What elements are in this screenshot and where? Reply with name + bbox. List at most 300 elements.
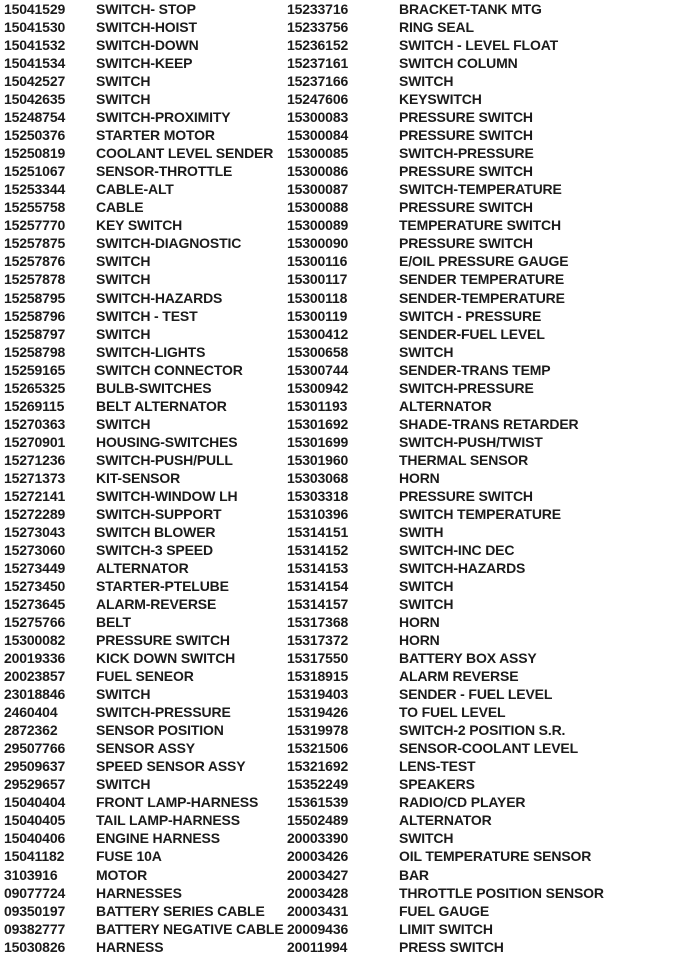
part-description-cell: KEY SWITCH	[96, 217, 183, 234]
part-description-cell: SENDER-TRANS TEMP	[399, 361, 551, 378]
part-row	[287, 54, 697, 72]
part-description-cell: SWITCH	[399, 830, 454, 847]
part-row	[4, 757, 282, 775]
part-description-cell: ALTERNATOR	[96, 559, 189, 576]
part-description-cell: SENSOR-COOLANT LEVEL	[399, 740, 579, 757]
part-number-cell: 15300412	[287, 325, 349, 342]
part-description-cell: BATTERY BOX ASSY	[399, 650, 537, 667]
part-number-cell: 20003428	[287, 884, 349, 901]
part-number-cell: 15248754	[4, 109, 66, 126]
part-number-cell: 15257876	[4, 253, 66, 270]
part-description-cell: BAR	[399, 866, 429, 883]
part-description-cell: ALTERNATOR	[399, 397, 492, 414]
part-number-cell: 09350197	[4, 902, 66, 919]
part-description-cell: SENDER - FUEL LEVEL	[399, 686, 553, 703]
part-number-cell: 15253344	[4, 181, 66, 198]
part-row	[287, 216, 697, 234]
part-number-cell: 15040404	[4, 794, 66, 811]
part-number-cell: 15258796	[4, 307, 66, 324]
part-number-cell: 15237166	[287, 73, 349, 90]
part-row	[4, 902, 282, 920]
part-number-cell: 15042527	[4, 73, 66, 90]
part-row	[287, 325, 697, 343]
part-description-cell: FUEL GAUGE	[399, 902, 490, 919]
part-description-cell: SWITCH-PUSH/PULL	[96, 451, 233, 468]
part-number-cell: 15273450	[4, 578, 66, 595]
part-row	[4, 270, 282, 288]
part-row	[287, 559, 697, 577]
part-number-cell: 20003431	[287, 902, 349, 919]
part-description-cell: HORN	[399, 469, 440, 486]
part-description-cell: SWITCH COLUMN	[399, 55, 518, 72]
part-row	[4, 415, 282, 433]
part-description-cell: SPEED SENSOR ASSY	[96, 758, 246, 775]
part-number-cell: 15314157	[287, 596, 349, 613]
part-row	[4, 90, 282, 108]
part-description-cell: SWITCH-HAZARDS	[96, 289, 223, 306]
part-row	[287, 811, 697, 829]
part-number-cell: 15041530	[4, 19, 66, 36]
part-row	[287, 920, 697, 938]
part-description-cell: ALARM-REVERSE	[96, 596, 217, 613]
part-description-cell: SWITCH-2 POSITION S.R.	[399, 722, 566, 739]
part-number-cell: 15352249	[287, 776, 349, 793]
part-row	[287, 613, 697, 631]
part-row	[287, 234, 697, 252]
part-description-cell: SWITCH	[96, 253, 151, 270]
part-description-cell: SWITCH	[96, 686, 151, 703]
part-description-cell: SENSOR ASSY	[96, 740, 195, 757]
part-row	[4, 649, 282, 667]
part-description-cell: E/OIL PRESSURE GAUGE	[399, 253, 569, 270]
part-number-cell: 15030826	[4, 938, 66, 955]
part-row	[287, 397, 697, 415]
part-number-cell: 15317372	[287, 632, 349, 649]
part-description-cell: SWITCH	[96, 271, 151, 288]
part-description-cell: FUSE 10A	[96, 848, 162, 865]
part-number-cell: 15270363	[4, 415, 66, 432]
part-number-cell: 15314152	[287, 541, 349, 558]
part-description-cell: PRESSURE SWITCH	[399, 487, 533, 504]
part-row	[4, 252, 282, 270]
part-number-cell: 15300658	[287, 343, 349, 360]
part-row	[287, 523, 697, 541]
part-number-cell: 3103916	[4, 866, 58, 883]
part-description-cell: PRESSURE SWITCH	[399, 199, 533, 216]
part-row	[287, 649, 697, 667]
part-number-cell: 15041534	[4, 55, 66, 72]
part-row	[287, 144, 697, 162]
part-row	[287, 126, 697, 144]
part-number-cell: 15321692	[287, 758, 349, 775]
part-row	[4, 433, 282, 451]
part-row	[4, 920, 282, 938]
part-number-cell: 23018846	[4, 686, 66, 703]
part-description-cell: ALTERNATOR	[399, 812, 492, 829]
part-number-cell: 15233756	[287, 19, 349, 36]
part-description-cell: SWITCH-PROXIMITY	[96, 109, 231, 126]
part-description-cell: KIT-SENSOR	[96, 469, 181, 486]
part-description-cell: SWITCH	[96, 415, 151, 432]
part-row	[287, 866, 697, 884]
part-number-cell: 15255758	[4, 199, 66, 216]
part-description-cell: BULB-SWITCHES	[96, 379, 212, 396]
part-number-cell: 15273043	[4, 523, 66, 540]
part-description-cell: KICK DOWN SWITCH	[96, 650, 236, 667]
part-number-cell: 15041182	[4, 848, 65, 865]
part-number-cell: 15236152	[287, 37, 349, 54]
part-description-cell: STARTER MOTOR	[96, 127, 215, 144]
part-description-cell: PRESSURE SWITCH	[399, 235, 533, 252]
part-row	[287, 631, 697, 649]
part-row	[4, 72, 282, 90]
part-number-cell: 15257875	[4, 235, 66, 252]
part-number-cell: 09077724	[4, 884, 66, 901]
part-row	[287, 595, 697, 613]
part-description-cell: LIMIT SWITCH	[399, 920, 493, 937]
part-row	[287, 343, 697, 361]
part-number-cell: 15258798	[4, 343, 66, 360]
part-row	[4, 703, 282, 721]
part-row	[4, 144, 282, 162]
part-row	[4, 721, 282, 739]
part-number-cell: 15269115	[4, 397, 65, 414]
part-row	[4, 198, 282, 216]
parts-column-right	[287, 0, 697, 956]
part-row	[287, 829, 697, 847]
part-number-cell: 15314153	[287, 559, 349, 576]
part-row	[4, 829, 282, 847]
part-number-cell: 15300744	[287, 361, 349, 378]
part-number-cell: 15247606	[287, 91, 349, 108]
part-number-cell: 15314154	[287, 578, 349, 595]
part-description-cell: SENDER TEMPERATURE	[399, 271, 565, 288]
part-number-cell: 15257878	[4, 271, 66, 288]
part-number-cell: 15301692	[287, 415, 349, 432]
part-description-cell: HOUSING-SWITCHES	[96, 433, 238, 450]
part-number-cell: 15317368	[287, 614, 349, 631]
part-number-cell: 15300117	[287, 271, 348, 288]
part-description-cell: SPEAKERS	[399, 776, 475, 793]
part-row	[287, 162, 697, 180]
part-number-cell: 15273645	[4, 596, 66, 613]
part-row	[4, 685, 282, 703]
part-row	[4, 505, 282, 523]
part-number-cell: 15300086	[287, 163, 349, 180]
part-description-cell: SENSOR-THROTTLE	[96, 163, 233, 180]
part-description-cell: SWITCH BLOWER	[96, 523, 216, 540]
part-number-cell: 15300118	[287, 289, 348, 306]
part-row	[287, 180, 697, 198]
part-row	[4, 36, 282, 54]
part-number-cell: 15271373	[4, 469, 66, 486]
part-number-cell: 20009436	[287, 920, 349, 937]
part-row	[4, 469, 282, 487]
part-description-cell: PRESSURE SWITCH	[96, 632, 230, 649]
part-row	[287, 0, 697, 18]
part-number-cell: 15319403	[287, 686, 349, 703]
part-number-cell: 20003390	[287, 830, 349, 847]
part-number-cell: 15272289	[4, 505, 66, 522]
part-row	[4, 0, 282, 18]
part-row	[287, 307, 697, 325]
part-number-cell: 15318915	[287, 668, 349, 685]
part-description-cell: SWITCH-PRESSURE	[399, 379, 534, 396]
part-row	[287, 18, 697, 36]
part-row	[4, 234, 282, 252]
part-row	[4, 866, 282, 884]
part-description-cell: SWITCH	[96, 73, 151, 90]
part-description-cell: HARNESSES	[96, 884, 182, 901]
part-number-cell: 15258795	[4, 289, 66, 306]
part-number-cell: 09382777	[4, 920, 66, 937]
part-description-cell: SWITCH	[399, 596, 454, 613]
part-row	[287, 270, 697, 288]
part-number-cell: 15272141	[4, 487, 66, 504]
part-row	[4, 541, 282, 559]
part-description-cell: CABLE-ALT	[96, 181, 174, 198]
part-number-cell: 15300089	[287, 217, 349, 234]
part-row	[4, 938, 282, 956]
part-row	[4, 162, 282, 180]
part-row	[287, 108, 697, 126]
part-row	[4, 289, 282, 307]
part-row	[287, 289, 697, 307]
part-number-cell: 15300942	[287, 379, 349, 396]
part-description-cell: SWITCH-HOIST	[96, 19, 197, 36]
part-description-cell: SWITCH - TEST	[96, 307, 198, 324]
part-description-cell: STARTER-PTELUBE	[96, 578, 229, 595]
part-number-cell: 15259165	[4, 361, 66, 378]
part-number-cell: 15310396	[287, 505, 349, 522]
part-number-cell: 15040406	[4, 830, 66, 847]
part-number-cell: 15040405	[4, 812, 66, 829]
part-row	[287, 198, 697, 216]
part-row	[4, 613, 282, 631]
part-description-cell: FRONT LAMP-HARNESS	[96, 794, 259, 811]
part-description-cell: SWITCH-LIGHTS	[96, 343, 206, 360]
part-description-cell: SWITCH-PRESSURE	[96, 704, 231, 721]
part-row	[287, 72, 697, 90]
part-description-cell: SENDER-TEMPERATURE	[399, 289, 565, 306]
part-row	[287, 469, 697, 487]
part-description-cell: SWITCH	[399, 578, 454, 595]
part-number-cell: 15251067	[4, 163, 66, 180]
part-description-cell: SWITH	[399, 523, 444, 540]
part-row	[287, 847, 697, 865]
part-row	[287, 667, 697, 685]
part-row	[4, 667, 282, 685]
part-row	[287, 361, 697, 379]
part-description-cell: HORN	[399, 632, 440, 649]
part-number-cell: 15300088	[287, 199, 349, 216]
part-number-cell: 15041532	[4, 37, 66, 54]
part-description-cell: RADIO/CD PLAYER	[399, 794, 526, 811]
part-number-cell: 15303068	[287, 469, 349, 486]
part-row	[287, 884, 697, 902]
part-row	[287, 703, 697, 721]
part-description-cell: SWITCH-PUSH/TWIST	[399, 433, 543, 450]
part-number-cell: 15258797	[4, 325, 66, 342]
part-number-cell: 2460404	[4, 704, 58, 721]
part-description-cell: PRESS SWITCH	[399, 938, 504, 955]
part-description-cell: SWITCH - PRESSURE	[399, 307, 542, 324]
part-description-cell: SWITCH-HAZARDS	[399, 559, 526, 576]
part-row	[287, 36, 697, 54]
part-number-cell: 15042635	[4, 91, 66, 108]
part-row	[287, 902, 697, 920]
part-number-cell: 15319978	[287, 722, 349, 739]
part-description-cell: TO FUEL LEVEL	[399, 704, 506, 721]
part-number-cell: 29509637	[4, 758, 66, 775]
part-number-cell: 15300090	[287, 235, 349, 252]
part-number-cell: 15300084	[287, 127, 349, 144]
part-row	[4, 126, 282, 144]
part-number-cell: 15041529	[4, 1, 66, 18]
part-number-cell: 15321506	[287, 740, 349, 757]
part-number-cell: 29507766	[4, 740, 66, 757]
part-description-cell: SENSOR POSITION	[96, 722, 224, 739]
part-row	[4, 884, 282, 902]
part-row	[287, 90, 697, 108]
part-row	[4, 793, 282, 811]
part-row	[287, 415, 697, 433]
part-row	[4, 379, 282, 397]
part-number-cell: 15300082	[4, 632, 66, 649]
part-number-cell: 15300083	[287, 109, 349, 126]
part-description-cell: SWITCH-SUPPORT	[96, 505, 222, 522]
part-row	[4, 577, 282, 595]
part-number-cell: 15301193	[287, 397, 348, 414]
part-description-cell: SWITCH	[96, 776, 151, 793]
part-number-cell: 15300087	[287, 181, 349, 198]
part-number-cell: 15275766	[4, 614, 66, 631]
part-description-cell: SWITCH-DOWN	[96, 37, 199, 54]
part-description-cell: SWITCH-TEMPERATURE	[399, 181, 562, 198]
part-number-cell: 2872362	[4, 722, 58, 739]
part-description-cell: SWITCH-INC DEC	[399, 541, 515, 558]
part-number-cell: 20003426	[287, 848, 349, 865]
part-row	[4, 180, 282, 198]
part-description-cell: BELT	[96, 614, 131, 631]
part-row	[4, 361, 282, 379]
part-number-cell: 20023857	[4, 668, 66, 685]
part-number-cell: 15319426	[287, 704, 349, 721]
part-row	[4, 307, 282, 325]
part-number-cell: 15300085	[287, 145, 349, 162]
part-row	[4, 216, 282, 234]
part-row	[287, 505, 697, 523]
part-description-cell: BELT ALTERNATOR	[96, 397, 227, 414]
part-number-cell: 20019336	[4, 650, 66, 667]
part-description-cell: SWITCH	[96, 325, 151, 342]
part-row	[287, 721, 697, 739]
part-row	[4, 739, 282, 757]
part-description-cell: OIL TEMPERATURE SENSOR	[399, 848, 592, 865]
part-row	[4, 631, 282, 649]
part-row	[287, 487, 697, 505]
part-description-cell: PRESSURE SWITCH	[399, 163, 533, 180]
part-description-cell: KEYSWITCH	[399, 91, 482, 108]
part-row	[4, 343, 282, 361]
part-description-cell: SWITCH	[96, 91, 151, 108]
part-row	[4, 811, 282, 829]
part-number-cell: 15250376	[4, 127, 66, 144]
part-row	[287, 541, 697, 559]
part-description-cell: SWITCH-3 SPEED	[96, 541, 213, 558]
part-row	[287, 451, 697, 469]
part-number-cell: 15317550	[287, 650, 349, 667]
part-number-cell: 15233716	[287, 1, 349, 18]
part-description-cell: THERMAL SENSOR	[399, 451, 529, 468]
part-number-cell: 15237161	[287, 55, 349, 72]
part-number-cell: 15361539	[287, 794, 349, 811]
part-row	[287, 252, 697, 270]
part-row	[4, 487, 282, 505]
part-number-cell: 15301699	[287, 433, 349, 450]
part-description-cell: SENDER-FUEL LEVEL	[399, 325, 545, 342]
part-description-cell: FUEL SENEOR	[96, 668, 194, 685]
part-row	[4, 108, 282, 126]
part-description-cell: PRESSURE SWITCH	[399, 109, 533, 126]
part-description-cell: LENS-TEST	[399, 758, 476, 775]
part-number-cell: 15265325	[4, 379, 66, 396]
part-number-cell: 15314151	[287, 523, 349, 540]
part-description-cell: SHADE-TRANS RETARDER	[399, 415, 579, 432]
part-description-cell: CABLE	[96, 199, 144, 216]
part-description-cell: COOLANT LEVEL SENDER	[96, 145, 274, 162]
part-description-cell: SWITCH	[399, 343, 454, 360]
part-row	[4, 847, 282, 865]
part-description-cell: BATTERY SERIES CABLE	[96, 902, 265, 919]
part-number-cell: 15300116	[287, 253, 348, 270]
part-description-cell: THROTTLE POSITION SENSOR	[399, 884, 604, 901]
part-row	[287, 757, 697, 775]
part-description-cell: BATTERY NEGATIVE CABLE	[96, 920, 284, 937]
part-number-cell: 15300119	[287, 307, 348, 324]
part-description-cell: HARNESS	[96, 938, 164, 955]
part-description-cell: SWITCH-DIAGNOSTIC	[96, 235, 242, 252]
part-description-cell: SWITCH- STOP	[96, 1, 196, 18]
part-description-cell: SWITCH-PRESSURE	[399, 145, 534, 162]
part-number-cell: 15303318	[287, 487, 349, 504]
part-number-cell: 20003427	[287, 866, 349, 883]
part-number-cell: 15273060	[4, 541, 66, 558]
part-row	[287, 379, 697, 397]
part-row	[287, 793, 697, 811]
part-row	[4, 775, 282, 793]
part-number-cell: 15271236	[4, 451, 66, 468]
part-row	[287, 739, 697, 757]
part-row	[4, 451, 282, 469]
part-description-cell: SWITCH-KEEP	[96, 55, 193, 72]
part-row	[4, 18, 282, 36]
part-description-cell: SWITCH-WINDOW LH	[96, 487, 238, 504]
part-description-cell: HORN	[399, 614, 440, 631]
part-description-cell: RING SEAL	[399, 19, 474, 36]
part-description-cell: SWITCH TEMPERATURE	[399, 505, 561, 522]
part-row	[287, 938, 697, 956]
part-row	[287, 577, 697, 595]
part-description-cell: SWITCH - LEVEL FLOAT	[399, 37, 559, 54]
part-description-cell: MOTOR	[96, 866, 148, 883]
part-description-cell: SWITCH	[399, 73, 454, 90]
part-row	[287, 433, 697, 451]
part-number-cell: 15502489	[287, 812, 349, 829]
part-row	[287, 685, 697, 703]
part-description-cell: SWITCH CONNECTOR	[96, 361, 243, 378]
part-number-cell: 15257770	[4, 217, 66, 234]
